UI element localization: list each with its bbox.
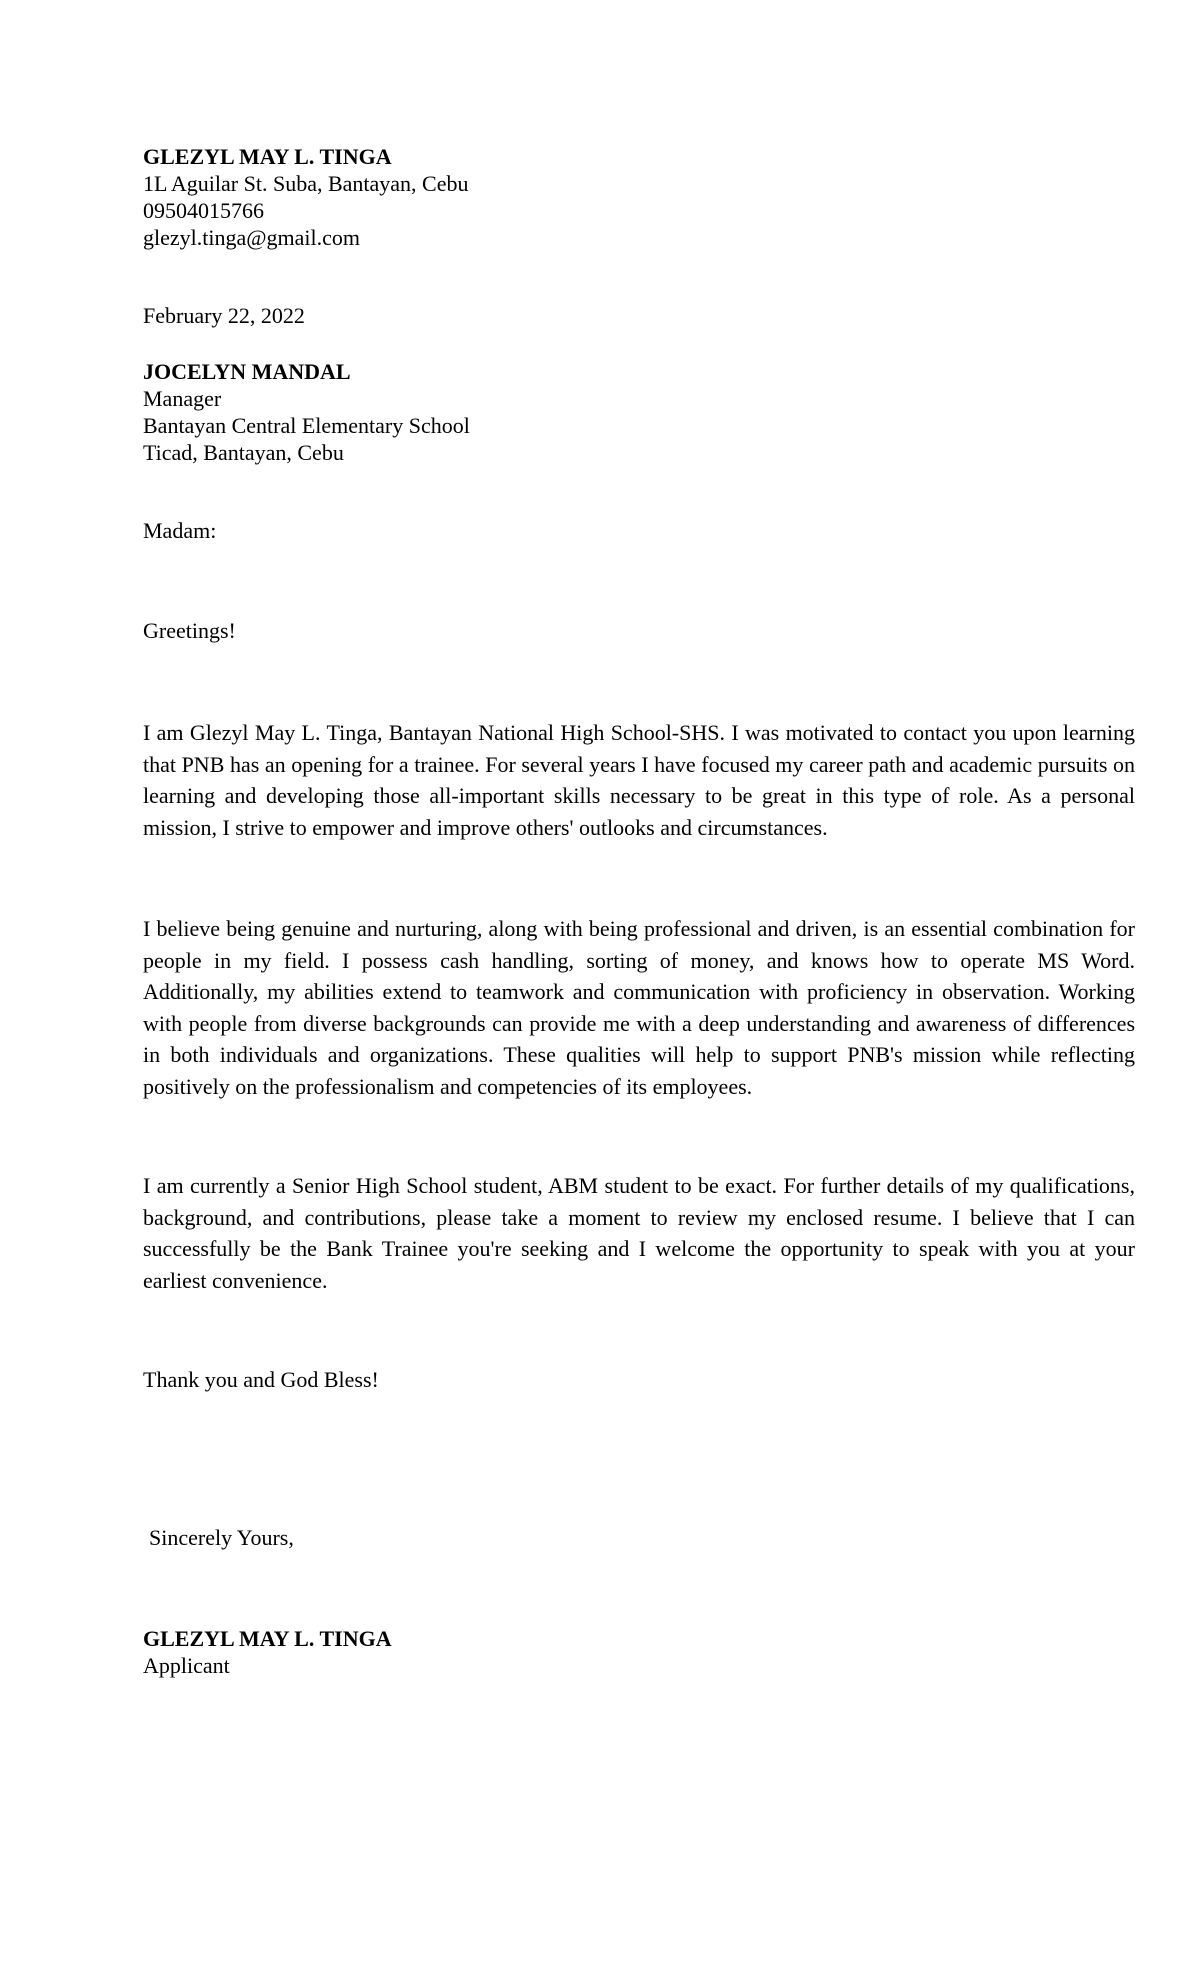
sender-name: GLEZYL MAY L. TINGA xyxy=(143,144,392,169)
sender-email: glezyl.tinga@gmail.com xyxy=(143,225,360,250)
body-paragraph-2: I believe being genuine and nurturing, along with being professional and driven, is an essential combination for people in my field. I possess cash handling, sorting of money, and knows how to operate MS Word. Additionally, my abilities extend to teamwork and communication with proficiency in observation. Working with people from diverse backgrounds can provide me with a deep understanding and awareness of differences in both individuals and organizations. These qualities will help to support PNB's mission while reflecting positively on the professionalism and competencies of its employees. xyxy=(143,916,1135,1099)
recipient-name: JOCELYN MANDAL xyxy=(143,359,351,384)
greeting: Greetings! xyxy=(143,618,236,643)
closing: Sincerely Yours, xyxy=(149,1525,294,1550)
letter-date: February 22, 2022 xyxy=(143,303,305,328)
thanks-line: Thank you and God Bless! xyxy=(143,1367,379,1392)
sender-phone: 09504015766 xyxy=(143,198,264,223)
signature-role: Applicant xyxy=(143,1653,230,1678)
body-paragraph-3: I am currently a Senior High School student, ABM student to be exact. For further details of my qualifications, background, and contributions, please take a moment to review my enclosed resume. I believe that I can successfully be the Bank Trainee you're seeking and I welcome the opportunity to speak with you at your earliest convenience. xyxy=(143,1173,1135,1293)
recipient-organization: Bantayan Central Elementary School xyxy=(143,413,470,438)
recipient-title: Manager xyxy=(143,386,222,411)
sender-address: 1L Aguilar St. Suba, Bantayan, Cebu xyxy=(143,171,469,196)
recipient-address: Ticad, Bantayan, Cebu xyxy=(143,440,344,465)
salutation: Madam: xyxy=(143,518,217,543)
body-paragraph-1: I am Glezyl May L. Tinga, Bantayan National High School-SHS. I was motivated to contact you upon learning that PNB has an opening for a trainee. For several years I have focused my career path and academic pursuits on learning and developing those all-important skills necessary to be great in this type of role. As a personal mission, I strive to empower and improve others' outlooks and circumstances. xyxy=(143,720,1135,840)
signature-name: GLEZYL MAY L. TINGA xyxy=(143,1626,392,1651)
